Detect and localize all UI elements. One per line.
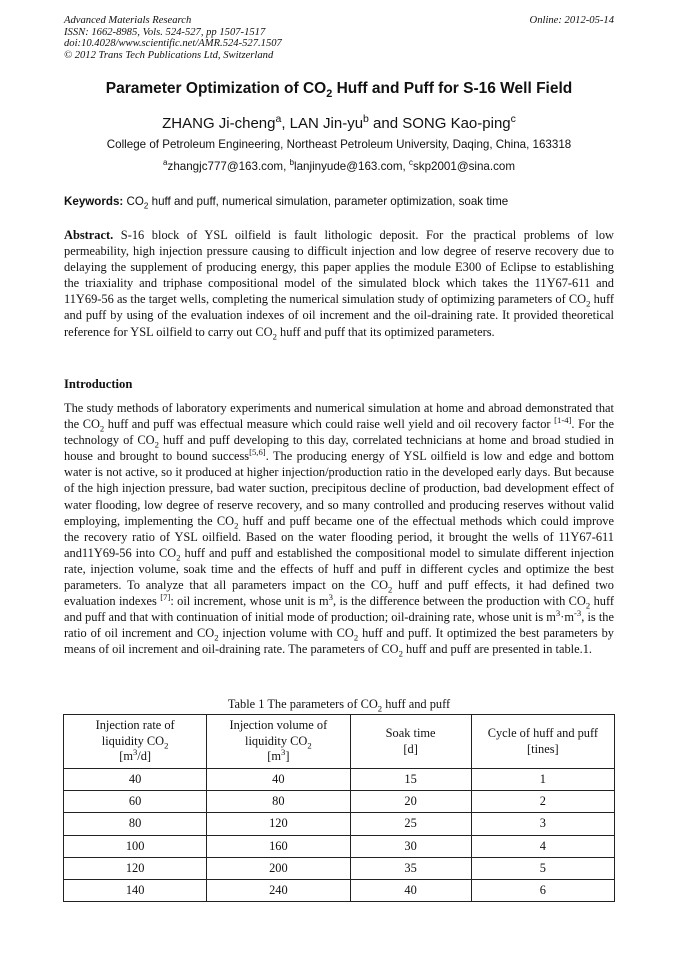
title-text-end: Huff and Puff for S-16 Well Field (332, 80, 573, 97)
keywords (64, 195, 614, 211)
table-row (64, 879, 615, 901)
email-1: zhangjc777@163.com, (167, 160, 290, 173)
table-cell: 40 (207, 769, 350, 791)
author-1-mark: a (275, 113, 282, 125)
author-3-mark: c (510, 113, 516, 125)
email-2: lanjinyude@163.com, (294, 160, 409, 173)
intro-subscript: 2 (398, 648, 403, 659)
paper-title (40, 80, 638, 101)
table-cell: 35 (350, 857, 471, 879)
unit-superscript: 3 (555, 608, 561, 619)
unit-superscript: -3 (574, 608, 582, 619)
table-cell: 60 (64, 791, 207, 813)
citation: [5,6] (249, 447, 266, 458)
email-1-mark: a (163, 158, 168, 168)
table-row (64, 835, 615, 857)
online-date: Online: 2012-05-14 (529, 15, 614, 26)
table-cell: 200 (207, 857, 350, 879)
keywords-label: Keywords: (64, 195, 124, 208)
intro-text: . The producing energy of YSL oilfield is low and edge and bottom water is not active, so it produced at higher injection/production ratio in the developed early days. But because of the high injection pressure, bad water suction, precipitous decline of production, bad development effect of water flooding, low degree of reserve recovery, and so many controlled and producing reserves without valid employing, implementing the CO (64, 449, 615, 528)
abstract-label: Abstract. (64, 228, 114, 242)
keywords-text: CO (123, 195, 144, 208)
title-subscript: 2 (326, 88, 333, 101)
header-subscript: 2 (307, 740, 312, 751)
table-cell: 120 (207, 813, 350, 835)
author-1: ZHANG Ji-cheng (162, 115, 276, 132)
intro-text: huff and puff are presented in table.1. (402, 642, 593, 657)
copyright-line: © 2012 Trans Tech Publications Ltd, Switzerland (64, 49, 274, 61)
intro-text: huff and puff. It optimized the best parameters by means of oil increment and oil-draining rate. The parameters of CO (64, 626, 614, 657)
table-row (64, 791, 615, 813)
intro-subscript: 2 (176, 552, 181, 563)
author-separator: , (281, 115, 290, 132)
journal-name: Advanced Materials Research (64, 15, 192, 26)
caption-text: Table 1 The parameters of CO (227, 697, 378, 711)
author-separator: and (368, 115, 403, 132)
table-row (64, 769, 615, 791)
header-text: [tines] (527, 741, 559, 756)
table-row (64, 813, 615, 835)
email-2-mark: b (289, 158, 295, 168)
table-cell: 5 (471, 857, 614, 879)
intro-text: huff and puff and established the compositional model to simulate different injection rate, injection volume, soak time and the effects of huff and puff in different cycles and optimize the best parameters. To analyze that all parameters impact on the CO (64, 545, 614, 593)
abstract-subscript: 2 (586, 298, 591, 309)
table-cell: 40 (350, 879, 471, 901)
header-text: [m (119, 749, 133, 764)
header-text: [d] (403, 741, 418, 756)
abstract-text: huff and puff that its optimized parameters. (276, 324, 495, 339)
table-cell: 30 (350, 835, 471, 857)
intro-text: The study methods of laboratory experiments and numerical simulation at home and abroad demonstrated that the CO (64, 401, 614, 432)
table-cell: 15 (350, 769, 471, 791)
header-injection-volume (207, 715, 350, 769)
header-text: Cycle of huff and puff (487, 725, 599, 740)
header-text: Injection rate of (95, 718, 175, 733)
header-text: /d] (137, 749, 152, 764)
header-text: [m (267, 749, 282, 764)
table-caption (64, 697, 614, 712)
header-text: liquidity CO (101, 733, 165, 748)
table-cell: 6 (471, 879, 614, 901)
intro-text: . For the technology of CO (64, 417, 614, 448)
header-text: Injection volume of (229, 718, 328, 733)
intro-text: huff and puff developing to this day, correlated technicians at home and broad studied in house and brought to bound success (64, 433, 615, 464)
abstract-text: huff and puff by using of the evaluation indexes of oil increment and the oil-draining rate. It provided theoretical reference for YSL oilfield to carry out CO (64, 292, 614, 339)
caption-text-end: huff and puff (382, 697, 451, 711)
table-cell: 2 (471, 791, 614, 813)
intro-text: injection volume with CO (218, 626, 354, 641)
citation: [1-4] (554, 414, 572, 425)
table-cell: 240 (207, 879, 350, 901)
intro-text: huff and puff became one of the effectual methods which could improve the recovery ratio of YSL oilfield. Based on the water flooding period, it brought the wells of 11Y67-611 and11Y69-56 into CO (64, 513, 614, 560)
table-cell: 20 (350, 791, 471, 813)
table-cell: 80 (207, 791, 350, 813)
intro-subscript: 2 (234, 520, 239, 531)
header-subscript: 2 (164, 740, 169, 751)
header-cycle (471, 715, 614, 769)
table-cell: 3 (471, 813, 614, 835)
header-superscript: 3 (132, 747, 138, 758)
intro-subscript: 2 (214, 632, 219, 643)
issn-line: ISSN: 1662-8985, Vols. 524-527, pp 1507-1517 (64, 26, 266, 38)
table-cell: 25 (350, 813, 471, 835)
unit-superscript: 3 (328, 592, 333, 602)
header-text: Soak time (385, 725, 436, 740)
author-emails (40, 160, 638, 173)
table-cell: 100 (64, 835, 207, 857)
table-cell: 120 (64, 857, 207, 879)
email-3: skp2001@sina.com (412, 160, 515, 173)
intro-text: huff and puff was effectual measure which could raise well yield and oil recovery factor (104, 417, 555, 432)
section-heading: Introduction (64, 377, 133, 391)
keywords-subscript: 2 (143, 201, 149, 211)
title-text: Parameter Optimization of CO (105, 80, 327, 97)
table-cell: 4 (471, 835, 614, 857)
author-list (40, 115, 638, 132)
intro-text: huff and puff and that with continuation of initial mode of production; oil-draining rate, whose unit is m (64, 594, 615, 625)
table-cell: 140 (64, 879, 207, 901)
intro-subscript: 2 (388, 584, 393, 595)
author-2-mark: b (363, 113, 369, 125)
table-header-row (64, 715, 615, 769)
intro-text: huff and puff effects, it had defined two evaluation indexes (64, 578, 614, 609)
introduction-paragraph (64, 400, 614, 658)
header-injection-rate (64, 715, 207, 769)
journal-header (64, 15, 614, 61)
header-soak-time (350, 715, 471, 769)
intro-text: ·m (560, 610, 575, 625)
header-text: liquidity CO (245, 733, 308, 748)
intro-subscript: 2 (353, 632, 359, 643)
intro-text: : oil increment, whose unit is m (170, 594, 329, 609)
header-text: ] (285, 749, 290, 764)
abstract (64, 227, 614, 340)
table-cell: 160 (207, 835, 350, 857)
header-superscript: 3 (281, 747, 286, 758)
parameters-table (63, 714, 615, 902)
intro-text: , is the difference between the production with CO (332, 594, 586, 609)
table-cell: 40 (64, 769, 207, 791)
table-cell: 1 (471, 769, 614, 791)
author-3: SONG Kao-ping (402, 115, 511, 132)
intro-subscript: 2 (99, 423, 105, 434)
keywords-text-end: huff and puff, numerical simulation, parameter optimization, soak time (148, 195, 509, 208)
email-3-mark: c (408, 158, 413, 168)
abstract-subscript: 2 (272, 331, 277, 342)
intro-subscript: 2 (585, 600, 591, 611)
intro-subscript: 2 (154, 439, 159, 450)
caption-subscript: 2 (377, 703, 383, 714)
table-cell: 80 (64, 813, 207, 835)
abstract-text: S-16 block of YSL oilfield is fault lithologic deposit. For the practical problems of low permeability, high injection pressure causing to difficult injection and low degree of reserve recovery due to delaying the supplement of producing energy, this paper applies the module E300 of Eclipse to establishing the triaxiality and triphase compositional model of the simulated block which takes the 11Y67-611 and 11Y69-56 as the target wells, completing the numerical simulation study of optimizing parameters of CO (64, 228, 614, 307)
table-row (64, 857, 615, 879)
author-2: LAN Jin-yu (289, 115, 364, 132)
affiliation: College of Petroleum Engineering, Northeast Petroleum University, Daqing, China, 163318 (106, 138, 572, 151)
citation: [7] (160, 592, 171, 602)
intro-text: , is the ratio of oil increment and CO (64, 610, 614, 641)
doi-line: doi:10.4028/www.scientific.net/AMR.524-527.1507 (64, 38, 282, 50)
